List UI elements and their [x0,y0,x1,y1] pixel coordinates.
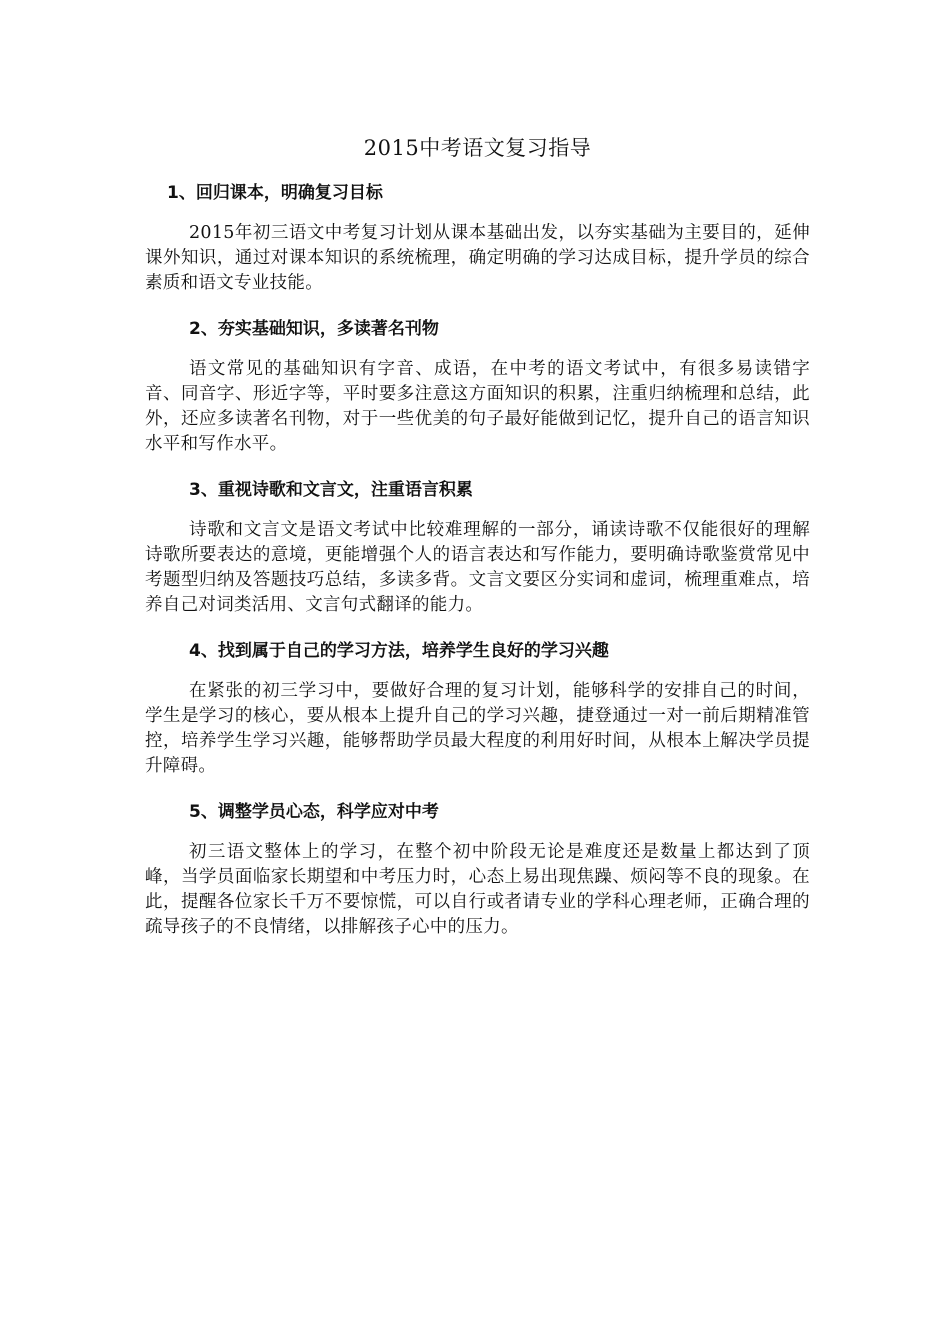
section-heading: 2、夯实基础知识，多读著名刊物 [189,319,439,339]
document-title: 2015中考语文复习指导 [363,136,592,160]
section-4 [145,638,810,779]
section-paragraph: 诗歌和文言文是语文考试中比较难理解的一部分，诵读诗歌不仅能很好的理解诗歌所要表达的意境，更能增强个人的语言表达和写作能力，要明确诗歌鉴赏常见中考题型归纳及答题技巧总结，多读多背。文言文要区分实词和虚词，梳理重难点，培养自己对词类活用、文言句式翻译的能力。 [145,520,810,615]
section-2 [145,316,810,457]
section-paragraph: 语文常见的基础知识有字音、成语，在中考的语文考试中，有很多易读错字音、同音字、形近字等，平时要多注意这方面知识的积累，注重归纳梳理和总结，此外，还应多读著名刊物，对于一些优美的句子最好能做到记忆，提升自己的语言知识水平和写作水平。 [145,359,810,454]
section-3 [145,477,810,618]
section-heading: 3、重视诗歌和文言文，注重语言积累 [189,480,473,500]
document-page [145,128,810,960]
section-paragraph: 在紧张的初三学习中，要做好合理的复习计划，能够科学的安排自己的时间，学生是学习的核心，要从根本上提升自己的学习兴趣，捷登通过一对一前后期精准管控，培养学生学习兴趣，能够帮助学员最大程度的利用好时间，从根本上解决学员提升障碍。 [145,681,810,776]
section-1 [145,180,810,296]
section-paragraph: 2015年初三语文中考复习计划从课本基础出发，以夯实基础为主要目的，延伸课外知识，通过对课本知识的系统梳理，确定明确的学习达成目标，提升学员的综合素质和语文专业技能。 [145,223,810,293]
section-heading: 5、调整学员心态，科学应对中考 [189,802,439,822]
section-paragraph: 初三语文整体上的学习，在整个初中阶段无论是难度还是数量上都达到了顶峰，当学员面临家长期望和中考压力时，心态上易出现焦躁、烦闷等不良的现象。在此，提醒各位家长千万不要惊慌，可以自行或者请专业的学科心理老师，正确合理的疏导孩子的不良情绪，以排解孩子心中的压力。 [145,842,810,937]
section-heading: 1、回归课本，明确复习目标 [167,183,383,203]
section-heading: 4、找到属于自己的学习方法，培养学生良好的学习兴趣 [189,641,609,661]
section-5 [145,799,810,940]
